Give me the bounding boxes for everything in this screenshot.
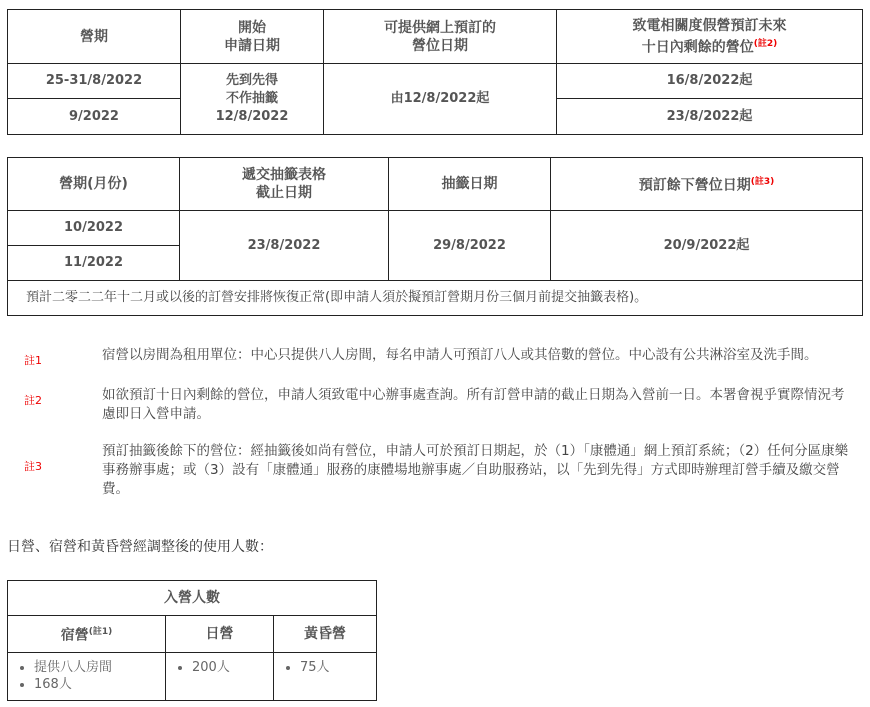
header-draw-date: 抽籤日期 [389, 158, 551, 211]
note-label: 註2 [24, 394, 42, 407]
header-start-date: 開始 申請日期 [181, 10, 324, 64]
note-ref[interactable]: (註2) [753, 38, 778, 49]
month-cell: 11/2022 [8, 246, 180, 281]
header-booking-date: 預訂餘下營位日期$^{(註3)}$ [551, 158, 863, 211]
header-period: 營期 [8, 10, 181, 64]
online-date-cell: 由12/8/2022起 [324, 64, 557, 135]
list-item: • 200人 [192, 659, 273, 676]
note-label: 註3 [24, 460, 42, 473]
start-date-cell: 先到先得 不作抽籤 12/8/2022 [181, 64, 324, 135]
residential-cell [8, 653, 166, 701]
day-cell [166, 653, 274, 701]
draw-date-cell: 29/8/2022 [389, 211, 551, 281]
footnote-row: 預計二零二二年十二月或以後的訂營安排將恢復正常(即申請人須於擬預訂營期月份三個月前提交抽籤表格)。 [8, 281, 863, 316]
notes-section [0, 346, 870, 517]
booking-date-cell: 20/9/2022起 [551, 211, 863, 281]
section-heading: 日營、宿營和黃昏營經調整後的使用人數： [7, 539, 273, 555]
note-text: 宿營以房間為租用單位：中心只提供八人房間，每名申請人可預訂八人或其倍數的營位。中心設有公共淋浴室及洗手間。 [102, 347, 818, 363]
camp-period-table [7, 9, 863, 135]
month-cell: 10/2022 [8, 211, 180, 246]
header-online-date: 可提供網上預訂的 營位日期 [324, 10, 557, 64]
remaining-cell: 16/8/2022起 [557, 64, 863, 99]
deadline-cell: 23/8/2022 [180, 211, 389, 281]
header-evening: 黃昏營 [274, 616, 377, 653]
remaining-cell: 23/8/2022起 [557, 99, 863, 135]
period-cell: 25-31/8/2022 [8, 64, 181, 99]
header-deadline: 遞交抽籤表格 截止日期 [180, 158, 389, 211]
header-month: 營期(月份) [8, 158, 180, 211]
header-day: 日營 [166, 616, 274, 653]
note-item [0, 346, 870, 368]
note-ref[interactable]: (註3) [750, 177, 775, 188]
note-label: 註1 [24, 354, 42, 367]
note-item [0, 386, 870, 424]
evening-cell [274, 653, 377, 701]
note-item [0, 442, 870, 499]
header-remaining: 致電相關度假營預訂未來 十日內剩餘的營位$^{(註2)}$ [557, 10, 863, 64]
header-residential: 宿營$^{(註1)}$ [8, 616, 166, 653]
note-text: 如欲預訂十日內剩餘的營位，申請人須致電中心辦事處查詢。所有訂營申請的截止日期為入營前一日。本署會視乎實際情況考慮即日入營申請。 [102, 387, 845, 422]
capacity-table [7, 580, 377, 701]
list-item: • 168人 [34, 676, 165, 693]
note-text: 預訂抽籤後餘下的營位：經抽籤後如尚有營位，申請人可於預訂日期起，於（1）「康體通」網上預訂系統；（2）任何分區康樂事務辦事處；或（3）設有「康體通」服務的康體場地辦事處／自助服務站，以「先到先得」方式即時辦理訂營手續及繳交營費。 [102, 443, 849, 497]
list-item: • 75人 [300, 659, 376, 676]
note-ref[interactable]: (註1) [88, 627, 113, 638]
capacity-title: 入營人數 [8, 581, 377, 616]
ballot-table [7, 157, 863, 316]
list-item: • 提供八人房間 [34, 659, 165, 676]
period-cell: 9/2022 [8, 99, 181, 135]
